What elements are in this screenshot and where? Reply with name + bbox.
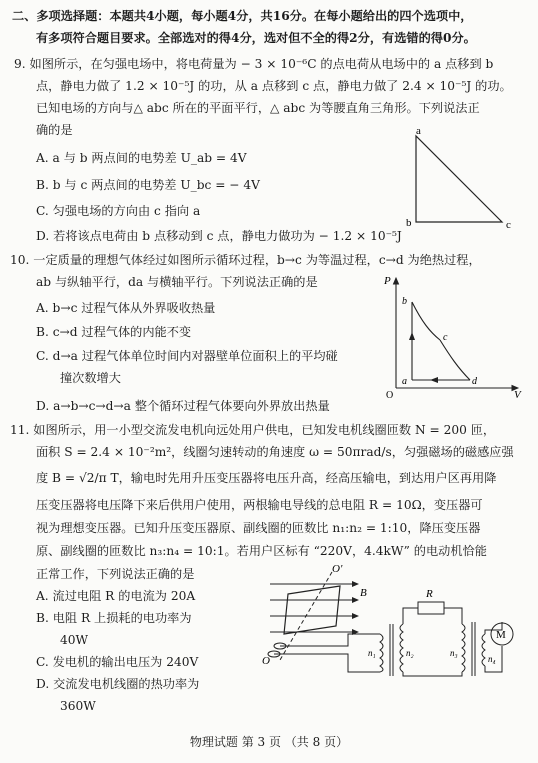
q11-option-d-line2: 360W — [60, 699, 96, 713]
q11-label-n2: n₂ — [406, 648, 414, 658]
q11-stem-line6: 原、副线圈的匝数比 n₃:n₄ = 10:1。若用户区标有 “220V，4.4kW” 的电动机恰能 — [36, 544, 487, 558]
q11-stem-line1: 11. 如图所示，用一小型交流发电机向远处用户供电，已知发电机线圈匝数 N = 200 匝， — [10, 423, 496, 437]
q11-stem-line7: 正常工作，下列说法正确的是 — [36, 567, 195, 581]
q10-axis-v: V — [514, 389, 521, 400]
q11-option-d-line1[interactable]: D. 交流发电机线圈的热功率为 — [36, 677, 200, 691]
q10-label-a: a — [402, 376, 407, 387]
q11-label-n3: n₃ — [450, 648, 458, 658]
q11-label-m: M — [496, 629, 506, 641]
q11-resistor-r — [418, 602, 444, 614]
q11-stem-line5: 视为理想变压器。已知升压变压器原、副线圈的匝数比 n₁:n₂ = 1:10，降压变压器 — [36, 521, 481, 535]
section-heading-line2: 有多项符合题目要求。全部选对的得4分，选对但不全的得2分，有选错的得0分。 — [36, 31, 476, 45]
q11-option-b-line1[interactable]: B. 电阻 R 上损耗的电功率为 — [36, 611, 192, 625]
q11-stem-line2: 面积 S = 2.4 × 10⁻²m²，线圈匀速转动的角速度 ω = 50πrad/s，匀强磁场的磁感应强 — [36, 445, 514, 459]
q10-option-a[interactable]: A. b→c 过程气体从外界吸收热量 — [36, 301, 216, 315]
q10-option-c-line2: 撞次数增大 — [60, 371, 121, 385]
q10-origin: O — [386, 390, 394, 400]
q11-label-n1: n₁ — [368, 648, 376, 658]
q11-stem-line4: 压变压器将电压降下来后供用户使用，两根输电导线的总电阻 R = 10Ω，变压器可 — [36, 498, 483, 512]
q11-label-n4: n₄ — [488, 654, 496, 664]
q11-transmission-figure — [240, 564, 530, 682]
page-footer: 物理试题 第 3 页 （共 8 页） — [189, 735, 349, 749]
q10-option-b[interactable]: B. c→d 过程气体的内能不变 — [36, 325, 192, 339]
q11-label-r: R — [426, 588, 433, 600]
q10-axis-p: P — [384, 275, 391, 287]
q10-label-d: d — [472, 376, 477, 387]
q10-path-bc — [412, 302, 440, 340]
q9-option-b[interactable]: B. b 与 c 两点间的电势差 U_bc = − 4V — [36, 178, 260, 192]
q9-stem-line1: 9. 如图所示，在匀强电场中，将电荷量为 − 3 × 10⁻⁶C 的点电荷从电场中的 a 点移到 b — [14, 57, 494, 71]
q11-label-b-field: B — [360, 587, 367, 599]
q9-option-a[interactable]: A. a 与 b 两点间的电势差 U_ab = 4V — [36, 151, 247, 165]
q10-path-cd — [440, 340, 470, 380]
q10-pv-diagram — [378, 270, 528, 400]
q11-label-o-prime: O' — [332, 564, 343, 575]
q9-option-c[interactable]: C. 匀强电场的方向由 c 指向 a — [36, 204, 201, 218]
q9-triangle-abc — [416, 136, 502, 222]
q10-label-b: b — [402, 296, 407, 307]
q11-option-c[interactable]: C. 发电机的输出电压为 240V — [36, 655, 199, 669]
q11-stem-line3: 度 B = √2/π T，输电时先用升压变压器将电压升高，经高压输电，到达用户区再用降 — [36, 471, 497, 485]
q10-arrow-ab — [409, 332, 415, 340]
q10-option-d[interactable]: D. a→b→c→d→a 整个循环过程气体要向外界放出热量 — [36, 399, 330, 413]
q9-stem-line3: 已知电场的方向与△ abc 所在的平面平行，△ abc 为等腰直角三角形。下列说法正 — [36, 101, 480, 115]
q9-option-d[interactable]: D. 若将该点电荷由 b 点移动到 c 点，静电力做功为 − 1.2 × 10⁻⁵J — [36, 229, 402, 243]
q10-label-c: c — [443, 332, 448, 343]
q11-option-b-line2: 40W — [60, 633, 89, 647]
q10-option-c-line1[interactable]: C. d→a 过程气体单位时间内对器壁单位面积上的平均碰 — [36, 349, 338, 363]
q10-stem-line2: ab 与纵轴平行，da 与横轴平行。下列说法正确的是 — [36, 275, 318, 289]
q9-stem-line4: 确的是 — [36, 123, 73, 137]
q11-label-o: O — [262, 655, 270, 667]
q9-triangle-figure — [398, 128, 528, 233]
q11-option-a[interactable]: A. 流过电阻 R 的电流为 20A — [36, 589, 196, 603]
q9-stem-line2: 点，静电力做了 1.2 × 10⁻⁵J 的功，从 a 点移到 c 点，静电力做了 2.4 × 10⁻⁵J 的功。 — [36, 79, 512, 93]
q10-stem-line1: 10. 一定质量的理想气体经过如图所示循环过程，b→c 为等温过程，c→d 为绝热过程， — [10, 253, 481, 267]
section-heading-line1: 二、多项选择题：本题共4小题，每小题4分，共16分。在每小题给出的四个选项中， — [12, 9, 473, 23]
q9-label-b: b — [406, 217, 412, 229]
q10-arrow-da — [430, 377, 438, 383]
q9-label-c: c — [506, 219, 511, 231]
q9-label-a: a — [416, 128, 421, 137]
q11-coil — [284, 586, 340, 634]
